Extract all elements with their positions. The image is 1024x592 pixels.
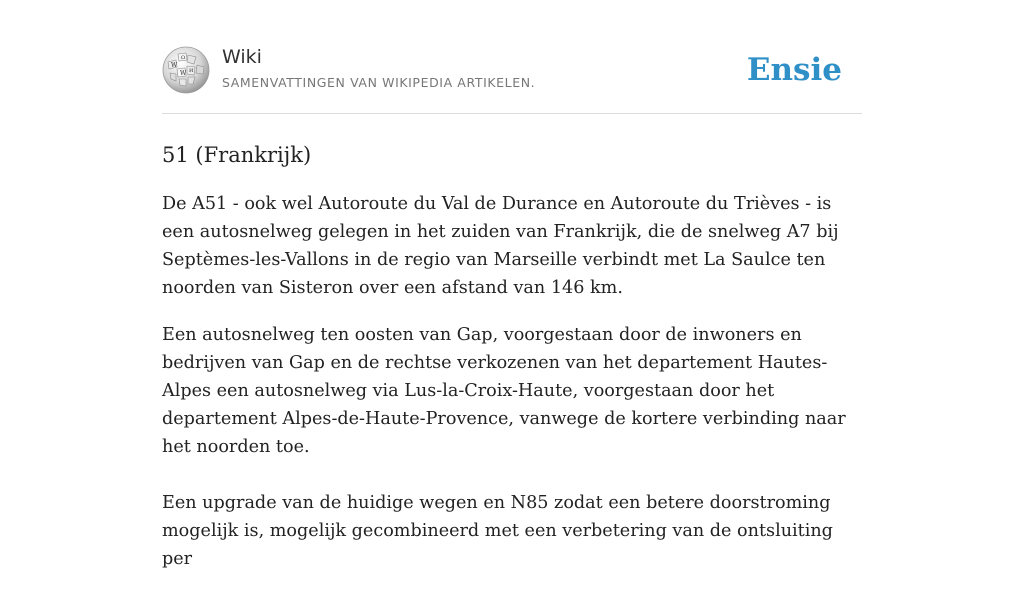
article-paragraph: Een autosnelweg ten oosten van Gap, voorgestaan door de inwoners en bedrijven van Gap en de rechtse verkozenen van het departement Hautes-Alpes een autosnelweg via Lus-la-Croix-Haute, voorgestaan door het departement Alpes-de-Haute-Provence, vanwege de kortere verbinding naar het noorden toe. Een upgrade van de huidige wegen en N85 zodat een betere doorstroming mogelijk is, mogelijk gecombineerd met een verbetering van de ontsluiting per — [162, 325, 846, 569]
svg-text:И: И — [189, 68, 194, 74]
svg-text:W: W — [180, 70, 187, 77]
article-title: 51 (Frankrijk) — [162, 143, 312, 167]
brand-logo-link[interactable]: Ensie — [746, 52, 842, 88]
site-title[interactable]: Wiki — [222, 46, 262, 68]
site-subtitle: SAMENVATTINGEN VAN WIKIPEDIA ARTIKELEN. — [222, 75, 536, 90]
site-header — [162, 0, 862, 114]
page — [162, 0, 862, 592]
svg-text:Ω: Ω — [181, 55, 186, 61]
wikipedia-globe-icon[interactable] — [162, 46, 210, 94]
article-content — [162, 190, 862, 573]
article-paragraph: De A51 - ook wel Autoroute du Val de Durance en Autoroute du Trièves - is een autosnelweg gelegen in het zuiden van Frankrijk, die de snelweg A7 bij Septèmes-les-Vallons in de regio van Marseille verbindt met La Saulce ten noorden van Sisteron over een afstand van 146 km. — [162, 194, 839, 298]
svg-text:W: W — [171, 62, 178, 69]
